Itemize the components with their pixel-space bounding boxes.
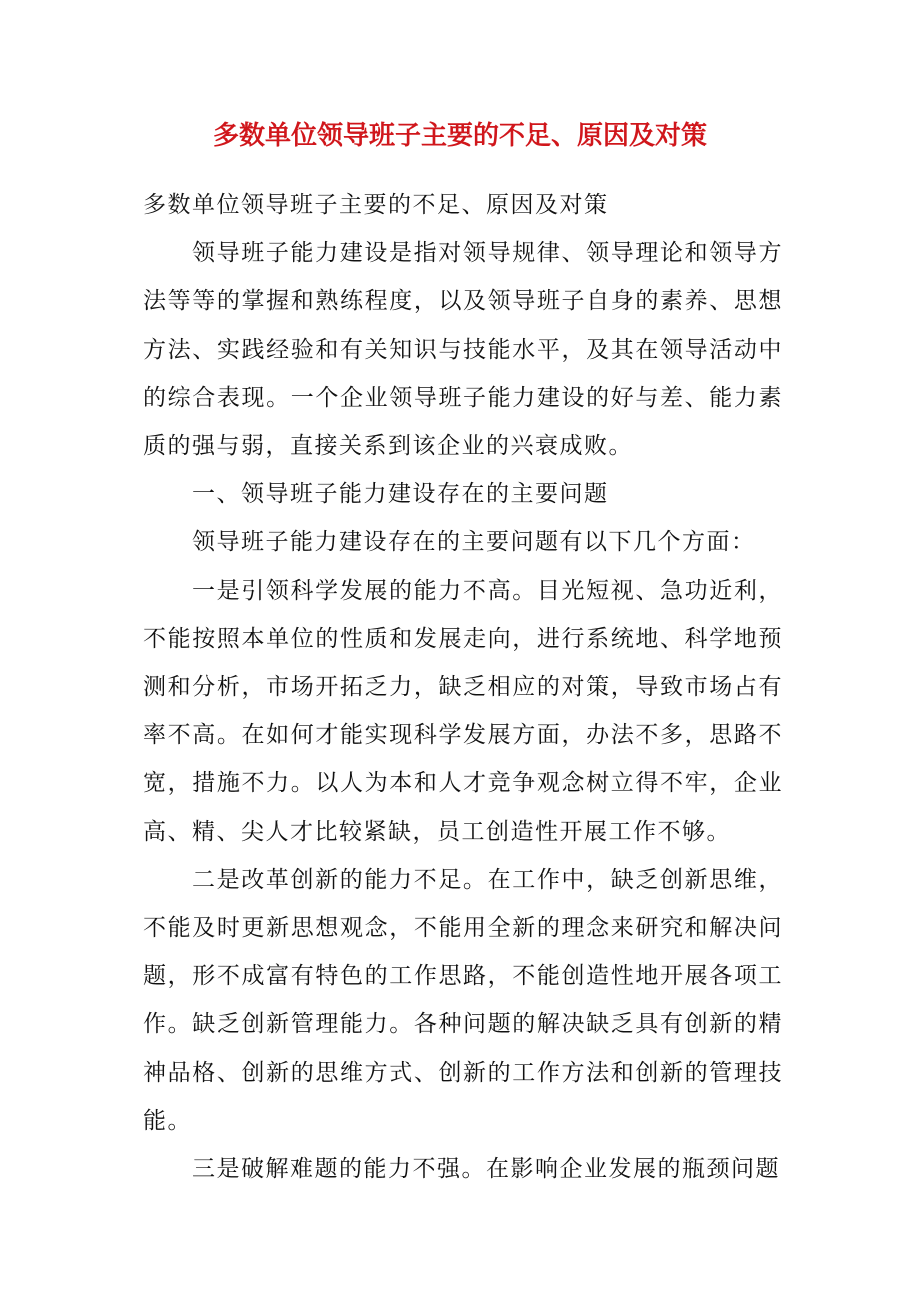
paragraph-point-2: 二是改革创新的能力不足。在工作中，缺乏创新思维，不能及时更新思想观念，不能用全新的理念来研究和解决问题，形不成富有特色的工作思路，不能创造性地开展各项工作。缺乏创新管理能力。各种问题的解决缺乏具有创新的精神品格、创新的思维方式、创新的工作方法和创新的管理技能。	[143, 866, 783, 1134]
paragraph-point-3: 三是破解难题的能力不强。在影响企业发展的瓶颈问题	[192, 1156, 780, 1183]
document-title: 多数单位领导班子主要的不足、原因及对策	[212, 121, 707, 151]
paragraph-point-1: 一是引领科学发展的能力不高。目光短视、急功近利，不能按照本单位的性质和发展走向，进行系统地、科学地预测和分析，市场开拓乏力，缺乏相应的对策，导致市场占有率不高。在如何才能实现科学发展方面，办法不多，思路不宽，措施不力。以人为本和人才竞争观念树立得不牢，企业高、精、尖人才比较紧缺，员工创造性开展工作不够。	[143, 577, 783, 845]
paragraph-subtitle: 多数单位领导班子主要的不足、原因及对策	[143, 192, 609, 218]
paragraph-lead: 领导班子能力建设存在的主要问题有以下几个方面：	[192, 529, 756, 556]
paragraph-intro: 领导班子能力建设是指对领导规律、领导理论和领导方法等等的掌握和熟练程度，以及领导班子自身的素养、思想方法、实践经验和有关知识与技能水平，及其在领导活动中的综合表现。一个企业领导班子能力建设的好与差、能力素质的强与弱，直接关系到该企业的兴衰成败。	[143, 240, 783, 460]
section-heading: 一、领导班子能力建设存在的主要问题	[192, 481, 609, 508]
document-body	[143, 181, 783, 1193]
